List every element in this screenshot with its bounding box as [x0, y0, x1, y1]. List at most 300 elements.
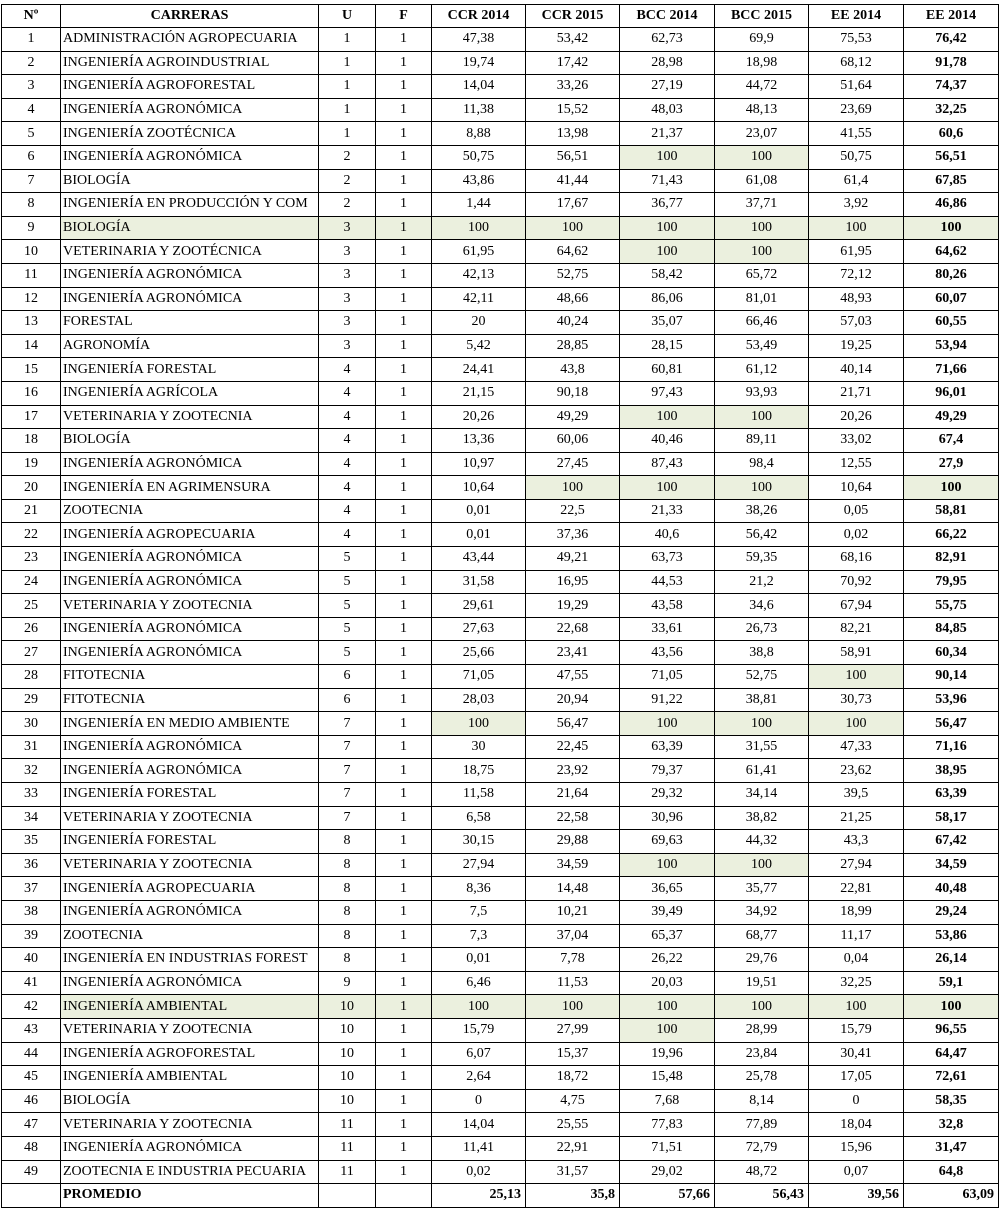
table-row	[2, 547, 999, 571]
cell-ccr-2015: 53,42	[526, 28, 620, 52]
cell-ee-2014: 39,5	[809, 783, 904, 807]
table-row	[2, 98, 999, 122]
cell-ccr-2015: 22,68	[526, 617, 620, 641]
table-row	[2, 452, 999, 476]
cell-f: 1	[376, 358, 432, 382]
cell-carrera: BIOLOGÍA	[61, 216, 319, 240]
cell-ee-2014-total: 66,22	[904, 523, 999, 547]
cell-bcc-2014: 100	[620, 216, 715, 240]
cell-ee-2014-total: 64,47	[904, 1042, 999, 1066]
cell-ee-2014: 20,26	[809, 405, 904, 429]
cell-n: 41	[2, 971, 61, 995]
cell-carrera: FORESTAL	[61, 311, 319, 335]
cell-ee-2014: 61,95	[809, 240, 904, 264]
cell-ccr-2015: 17,42	[526, 51, 620, 75]
cell-bcc-2015: 23,07	[715, 122, 809, 146]
cell-bcc-2014: 43,58	[620, 594, 715, 618]
cell-ee-2014-total: 53,94	[904, 334, 999, 358]
cell-ee-2014: 17,05	[809, 1066, 904, 1090]
cell-ccr-2015: 4,75	[526, 1089, 620, 1113]
cell-n: 26	[2, 617, 61, 641]
cell-ccr-2014: 21,15	[432, 381, 526, 405]
cell-f: 1	[376, 75, 432, 99]
header-u: U	[319, 5, 376, 28]
table-row	[2, 263, 999, 287]
cell-ccr-2014: 0,01	[432, 948, 526, 972]
header-f: F	[376, 5, 432, 28]
cell-bcc-2014: 20,03	[620, 971, 715, 995]
cell-ee-2014: 61,4	[809, 169, 904, 193]
cell-ccr-2015: 49,21	[526, 547, 620, 571]
cell-bcc-2014: 71,51	[620, 1136, 715, 1160]
cell-f: 1	[376, 499, 432, 523]
cell-bcc-2015: 61,12	[715, 358, 809, 382]
cell-u: 5	[319, 641, 376, 665]
cell-carrera: INGENIERÍA EN AGRIMENSURA	[61, 476, 319, 500]
cell-ee-2014-total: 64,8	[904, 1160, 999, 1184]
cell-ccr-2015: 25,55	[526, 1113, 620, 1137]
cell-bcc-2014: 100	[620, 712, 715, 736]
cell-bcc-2015: 38,8	[715, 641, 809, 665]
cell-n: 5	[2, 122, 61, 146]
cell-n: 39	[2, 924, 61, 948]
cell-ee-2014: 47,33	[809, 735, 904, 759]
cell-bcc-2015: 72,79	[715, 1136, 809, 1160]
cell-u: 10	[319, 1018, 376, 1042]
cell-ccr-2015: 100	[526, 216, 620, 240]
cell-ee-2014: 68,16	[809, 547, 904, 571]
cell-bcc-2014: 29,02	[620, 1160, 715, 1184]
cell-bcc-2014: 40,46	[620, 429, 715, 453]
table-row	[2, 1066, 999, 1090]
table-row	[2, 570, 999, 594]
table-row	[2, 995, 999, 1019]
cell-u: 1	[319, 98, 376, 122]
cell-carrera: INGENIERÍA AGRONÓMICA	[61, 900, 319, 924]
cell-bcc-2014: 30,96	[620, 806, 715, 830]
cell-f: 1	[376, 145, 432, 169]
cell-bcc-2015: 29,76	[715, 948, 809, 972]
cell-ee-2014: 12,55	[809, 452, 904, 476]
average-bcc-2014: 57,66	[620, 1184, 715, 1208]
cell-ee-2014-total: 49,29	[904, 405, 999, 429]
cell-ee-2014-total: 58,17	[904, 806, 999, 830]
cell-bcc-2015: 25,78	[715, 1066, 809, 1090]
cell-u: 7	[319, 759, 376, 783]
cell-bcc-2014: 28,15	[620, 334, 715, 358]
average-n	[2, 1184, 61, 1208]
cell-bcc-2015: 61,08	[715, 169, 809, 193]
cell-ee-2014: 41,55	[809, 122, 904, 146]
cell-bcc-2015: 23,84	[715, 1042, 809, 1066]
cell-u: 4	[319, 452, 376, 476]
cell-u: 10	[319, 995, 376, 1019]
cell-ee-2014-total: 67,42	[904, 830, 999, 854]
cell-bcc-2014: 33,61	[620, 617, 715, 641]
table-row	[2, 523, 999, 547]
cell-ee-2014: 0	[809, 1089, 904, 1113]
cell-bcc-2014: 58,42	[620, 263, 715, 287]
average-ee-2014: 39,56	[809, 1184, 904, 1208]
cell-bcc-2015: 34,14	[715, 783, 809, 807]
cell-u: 3	[319, 216, 376, 240]
cell-ccr-2015: 22,45	[526, 735, 620, 759]
cell-ccr-2015: 64,62	[526, 240, 620, 264]
cell-ee-2014: 57,03	[809, 311, 904, 335]
cell-n: 46	[2, 1089, 61, 1113]
cell-f: 1	[376, 570, 432, 594]
cell-carrera: INGENIERÍA EN MEDIO AMBIENTE	[61, 712, 319, 736]
cell-carrera: VETERINARIA Y ZOOTECNIA	[61, 594, 319, 618]
cell-carrera: BIOLOGÍA	[61, 429, 319, 453]
table-row	[2, 1113, 999, 1137]
table-row	[2, 311, 999, 335]
cell-ccr-2014: 18,75	[432, 759, 526, 783]
cell-bcc-2015: 66,46	[715, 311, 809, 335]
cell-ee-2014-total: 71,66	[904, 358, 999, 382]
cell-ee-2014-total: 31,47	[904, 1136, 999, 1160]
cell-u: 4	[319, 358, 376, 382]
cell-f: 1	[376, 594, 432, 618]
cell-carrera: INGENIERÍA AGRONÓMICA	[61, 971, 319, 995]
cell-bcc-2015: 44,72	[715, 75, 809, 99]
cell-n: 11	[2, 263, 61, 287]
cell-f: 1	[376, 169, 432, 193]
cell-ee-2014-total: 53,86	[904, 924, 999, 948]
cell-u: 4	[319, 405, 376, 429]
cell-carrera: VETERINARIA Y ZOOTECNIA	[61, 405, 319, 429]
cell-u: 10	[319, 1089, 376, 1113]
cell-ee-2014-total: 56,47	[904, 712, 999, 736]
cell-carrera: ZOOTECNIA E INDUSTRIA PECUARIA	[61, 1160, 319, 1184]
cell-carrera: INGENIERÍA AGRONÓMICA	[61, 145, 319, 169]
cell-n: 19	[2, 452, 61, 476]
cell-n: 23	[2, 547, 61, 571]
cell-ccr-2014: 0	[432, 1089, 526, 1113]
cell-carrera: INGENIERÍA EN INDUSTRIAS FOREST	[61, 948, 319, 972]
cell-ee-2014: 0,05	[809, 499, 904, 523]
cell-u: 8	[319, 900, 376, 924]
table-row	[2, 971, 999, 995]
cell-u: 5	[319, 617, 376, 641]
cell-ee-2014-total: 55,75	[904, 594, 999, 618]
cell-ee-2014: 30,73	[809, 688, 904, 712]
cell-bcc-2014: 36,65	[620, 877, 715, 901]
cell-ee-2014-total: 82,91	[904, 547, 999, 571]
cell-ccr-2015: 23,92	[526, 759, 620, 783]
header-ee-2014-total: EE 2014	[904, 5, 999, 28]
cell-u: 2	[319, 193, 376, 217]
cell-carrera: INGENIERÍA AGROINDUSTRIAL	[61, 51, 319, 75]
cell-n: 1	[2, 28, 61, 52]
cell-bcc-2014: 100	[620, 476, 715, 500]
cell-bcc-2014: 7,68	[620, 1089, 715, 1113]
cell-f: 1	[376, 287, 432, 311]
cell-n: 44	[2, 1042, 61, 1066]
cell-bcc-2014: 62,73	[620, 28, 715, 52]
cell-n: 35	[2, 830, 61, 854]
cell-n: 49	[2, 1160, 61, 1184]
cell-bcc-2015: 48,72	[715, 1160, 809, 1184]
cell-bcc-2015: 38,26	[715, 499, 809, 523]
cell-u: 6	[319, 665, 376, 689]
cell-bcc-2014: 97,43	[620, 381, 715, 405]
cell-ccr-2015: 10,21	[526, 900, 620, 924]
cell-f: 1	[376, 1018, 432, 1042]
cell-f: 1	[376, 617, 432, 641]
cell-bcc-2014: 44,53	[620, 570, 715, 594]
average-label: PROMEDIO	[61, 1184, 319, 1208]
cell-n: 4	[2, 98, 61, 122]
cell-ee-2014-total: 34,59	[904, 853, 999, 877]
cell-carrera: INGENIERÍA AGROPECUARIA	[61, 523, 319, 547]
cell-bcc-2015: 34,92	[715, 900, 809, 924]
cell-ee-2014: 82,21	[809, 617, 904, 641]
cell-ee-2014-total: 60,07	[904, 287, 999, 311]
cell-bcc-2015: 100	[715, 476, 809, 500]
cell-u: 9	[319, 971, 376, 995]
cell-ee-2014: 51,64	[809, 75, 904, 99]
cell-f: 1	[376, 193, 432, 217]
cell-u: 4	[319, 523, 376, 547]
cell-ee-2014: 0,04	[809, 948, 904, 972]
average-ee-2014-total: 63,09	[904, 1184, 999, 1208]
cell-ccr-2015: 34,59	[526, 853, 620, 877]
cell-ccr-2014: 10,97	[432, 452, 526, 476]
cell-ee-2014-total: 32,25	[904, 98, 999, 122]
cell-ccr-2015: 47,55	[526, 665, 620, 689]
table-row	[2, 75, 999, 99]
average-u	[319, 1184, 376, 1208]
cell-n: 30	[2, 712, 61, 736]
cell-ccr-2015: 52,75	[526, 263, 620, 287]
cell-f: 1	[376, 216, 432, 240]
cell-n: 13	[2, 311, 61, 335]
cell-ccr-2014: 43,44	[432, 547, 526, 571]
cell-ccr-2014: 15,79	[432, 1018, 526, 1042]
cell-f: 1	[376, 311, 432, 335]
cell-ee-2014-total: 40,48	[904, 877, 999, 901]
table-row	[2, 900, 999, 924]
cell-ccr-2015: 16,95	[526, 570, 620, 594]
cell-ee-2014-total: 72,61	[904, 1066, 999, 1090]
cell-ee-2014-total: 46,86	[904, 193, 999, 217]
cell-f: 1	[376, 665, 432, 689]
cell-f: 1	[376, 240, 432, 264]
cell-ee-2014: 3,92	[809, 193, 904, 217]
cell-ee-2014: 50,75	[809, 145, 904, 169]
cell-ee-2014-total: 60,55	[904, 311, 999, 335]
cell-u: 11	[319, 1113, 376, 1137]
cell-f: 1	[376, 783, 432, 807]
table-row	[2, 122, 999, 146]
cell-n: 27	[2, 641, 61, 665]
cell-ee-2014-total: 56,51	[904, 145, 999, 169]
cell-ee-2014: 0,02	[809, 523, 904, 547]
cell-ee-2014-total: 74,37	[904, 75, 999, 99]
cell-u: 10	[319, 1042, 376, 1066]
cell-n: 31	[2, 735, 61, 759]
cell-ccr-2014: 30,15	[432, 830, 526, 854]
cell-ee-2014: 48,93	[809, 287, 904, 311]
cell-bcc-2015: 21,2	[715, 570, 809, 594]
cell-ccr-2014: 0,01	[432, 499, 526, 523]
table-row	[2, 51, 999, 75]
cell-ccr-2014: 27,94	[432, 853, 526, 877]
cell-carrera: ZOOTECNIA	[61, 924, 319, 948]
cell-carrera: INGENIERÍA AGRONÓMICA	[61, 1136, 319, 1160]
cell-u: 4	[319, 381, 376, 405]
cell-bcc-2015: 77,89	[715, 1113, 809, 1137]
cell-ccr-2015: 15,37	[526, 1042, 620, 1066]
cell-carrera: INGENIERÍA AGRONÓMICA	[61, 617, 319, 641]
cell-ccr-2015: 21,64	[526, 783, 620, 807]
cell-bcc-2014: 28,98	[620, 51, 715, 75]
cell-u: 3	[319, 240, 376, 264]
cell-bcc-2015: 37,71	[715, 193, 809, 217]
cell-bcc-2015: 56,42	[715, 523, 809, 547]
cell-ee-2014: 15,79	[809, 1018, 904, 1042]
cell-carrera: INGENIERÍA AMBIENTAL	[61, 1066, 319, 1090]
cell-carrera: INGENIERÍA EN PRODUCCIÓN Y COM	[61, 193, 319, 217]
table-row	[2, 476, 999, 500]
cell-n: 37	[2, 877, 61, 901]
header-carreras: CARRERAS	[61, 5, 319, 28]
cell-u: 7	[319, 783, 376, 807]
cell-bcc-2014: 39,49	[620, 900, 715, 924]
cell-n: 10	[2, 240, 61, 264]
cell-bcc-2014: 40,6	[620, 523, 715, 547]
cell-ccr-2014: 100	[432, 216, 526, 240]
cell-carrera: VETERINARIA Y ZOOTECNIA	[61, 1113, 319, 1137]
cell-ee-2014-total: 27,9	[904, 452, 999, 476]
table-row	[2, 28, 999, 52]
cell-ccr-2015: 37,36	[526, 523, 620, 547]
header-bcc-2014: BCC 2014	[620, 5, 715, 28]
cell-ee-2014-total: 32,8	[904, 1113, 999, 1137]
cell-ccr-2014: 10,64	[432, 476, 526, 500]
cell-ccr-2014: 71,05	[432, 665, 526, 689]
cell-u: 1	[319, 122, 376, 146]
table-row	[2, 641, 999, 665]
table-row	[2, 617, 999, 641]
cell-bcc-2015: 35,77	[715, 877, 809, 901]
cell-ccr-2014: 47,38	[432, 28, 526, 52]
cell-carrera: INGENIERÍA AGRONÓMICA	[61, 759, 319, 783]
cell-ccr-2014: 13,36	[432, 429, 526, 453]
table-row	[2, 145, 999, 169]
cell-ccr-2014: 11,38	[432, 98, 526, 122]
cell-ee-2014: 18,04	[809, 1113, 904, 1137]
cell-carrera: INGENIERÍA ZOOTÉCNICA	[61, 122, 319, 146]
cell-ee-2014-total: 100	[904, 476, 999, 500]
cell-ccr-2014: 100	[432, 712, 526, 736]
table-row	[2, 735, 999, 759]
cell-f: 1	[376, 971, 432, 995]
cell-ccr-2015: 33,26	[526, 75, 620, 99]
cell-ccr-2015: 20,94	[526, 688, 620, 712]
cell-n: 15	[2, 358, 61, 382]
cell-ccr-2014: 6,46	[432, 971, 526, 995]
cell-u: 8	[319, 948, 376, 972]
table-row	[2, 216, 999, 240]
cell-bcc-2015: 93,93	[715, 381, 809, 405]
cell-ccr-2015: 22,5	[526, 499, 620, 523]
header-n: Nº	[2, 5, 61, 28]
table-row	[2, 759, 999, 783]
cell-bcc-2014: 63,39	[620, 735, 715, 759]
table-row	[2, 429, 999, 453]
cell-f: 1	[376, 452, 432, 476]
cell-f: 1	[376, 334, 432, 358]
cell-n: 14	[2, 334, 61, 358]
average-row	[2, 1184, 999, 1208]
header-ccr-2014: CCR 2014	[432, 5, 526, 28]
cell-bcc-2014: 71,43	[620, 169, 715, 193]
cell-bcc-2014: 21,33	[620, 499, 715, 523]
cell-f: 1	[376, 830, 432, 854]
cell-carrera: BIOLOGÍA	[61, 1089, 319, 1113]
cell-carrera: INGENIERÍA AGROFORESTAL	[61, 75, 319, 99]
cell-ccr-2015: 37,04	[526, 924, 620, 948]
cell-u: 8	[319, 877, 376, 901]
cell-ee-2014-total: 79,95	[904, 570, 999, 594]
cell-n: 22	[2, 523, 61, 547]
cell-f: 1	[376, 641, 432, 665]
cell-n: 42	[2, 995, 61, 1019]
cell-ee-2014-total: 90,14	[904, 665, 999, 689]
cell-ccr-2015: 49,29	[526, 405, 620, 429]
cell-carrera: INGENIERÍA AGROPECUARIA	[61, 877, 319, 901]
cell-bcc-2014: 91,22	[620, 688, 715, 712]
cell-ccr-2014: 42,11	[432, 287, 526, 311]
cell-ccr-2015: 11,53	[526, 971, 620, 995]
cell-carrera: VETERINARIA Y ZOOTECNIA	[61, 853, 319, 877]
cell-ccr-2015: 56,51	[526, 145, 620, 169]
cell-bcc-2015: 100	[715, 240, 809, 264]
table-row	[2, 783, 999, 807]
cell-ee-2014: 68,12	[809, 51, 904, 75]
cell-carrera: INGENIERÍA AGRONÓMICA	[61, 263, 319, 287]
cell-ccr-2014: 20	[432, 311, 526, 335]
cell-bcc-2014: 63,73	[620, 547, 715, 571]
cell-ee-2014: 27,94	[809, 853, 904, 877]
table-row	[2, 688, 999, 712]
cell-u: 10	[319, 1066, 376, 1090]
table-row	[2, 499, 999, 523]
cell-ccr-2015: 29,88	[526, 830, 620, 854]
cell-n: 6	[2, 145, 61, 169]
cell-ee-2014: 30,41	[809, 1042, 904, 1066]
careers-table	[1, 4, 999, 1208]
cell-n: 8	[2, 193, 61, 217]
cell-u: 8	[319, 853, 376, 877]
cell-n: 7	[2, 169, 61, 193]
cell-ccr-2014: 19,74	[432, 51, 526, 75]
average-ccr-2015: 35,8	[526, 1184, 620, 1208]
cell-u: 3	[319, 263, 376, 287]
cell-u: 7	[319, 735, 376, 759]
cell-bcc-2015: 48,13	[715, 98, 809, 122]
cell-ccr-2014: 1,44	[432, 193, 526, 217]
cell-ee-2014-total: 26,14	[904, 948, 999, 972]
cell-f: 1	[376, 28, 432, 52]
table-row	[2, 948, 999, 972]
table-row	[2, 853, 999, 877]
cell-ee-2014-total: 60,6	[904, 122, 999, 146]
cell-bcc-2014: 26,22	[620, 948, 715, 972]
table-row	[2, 358, 999, 382]
